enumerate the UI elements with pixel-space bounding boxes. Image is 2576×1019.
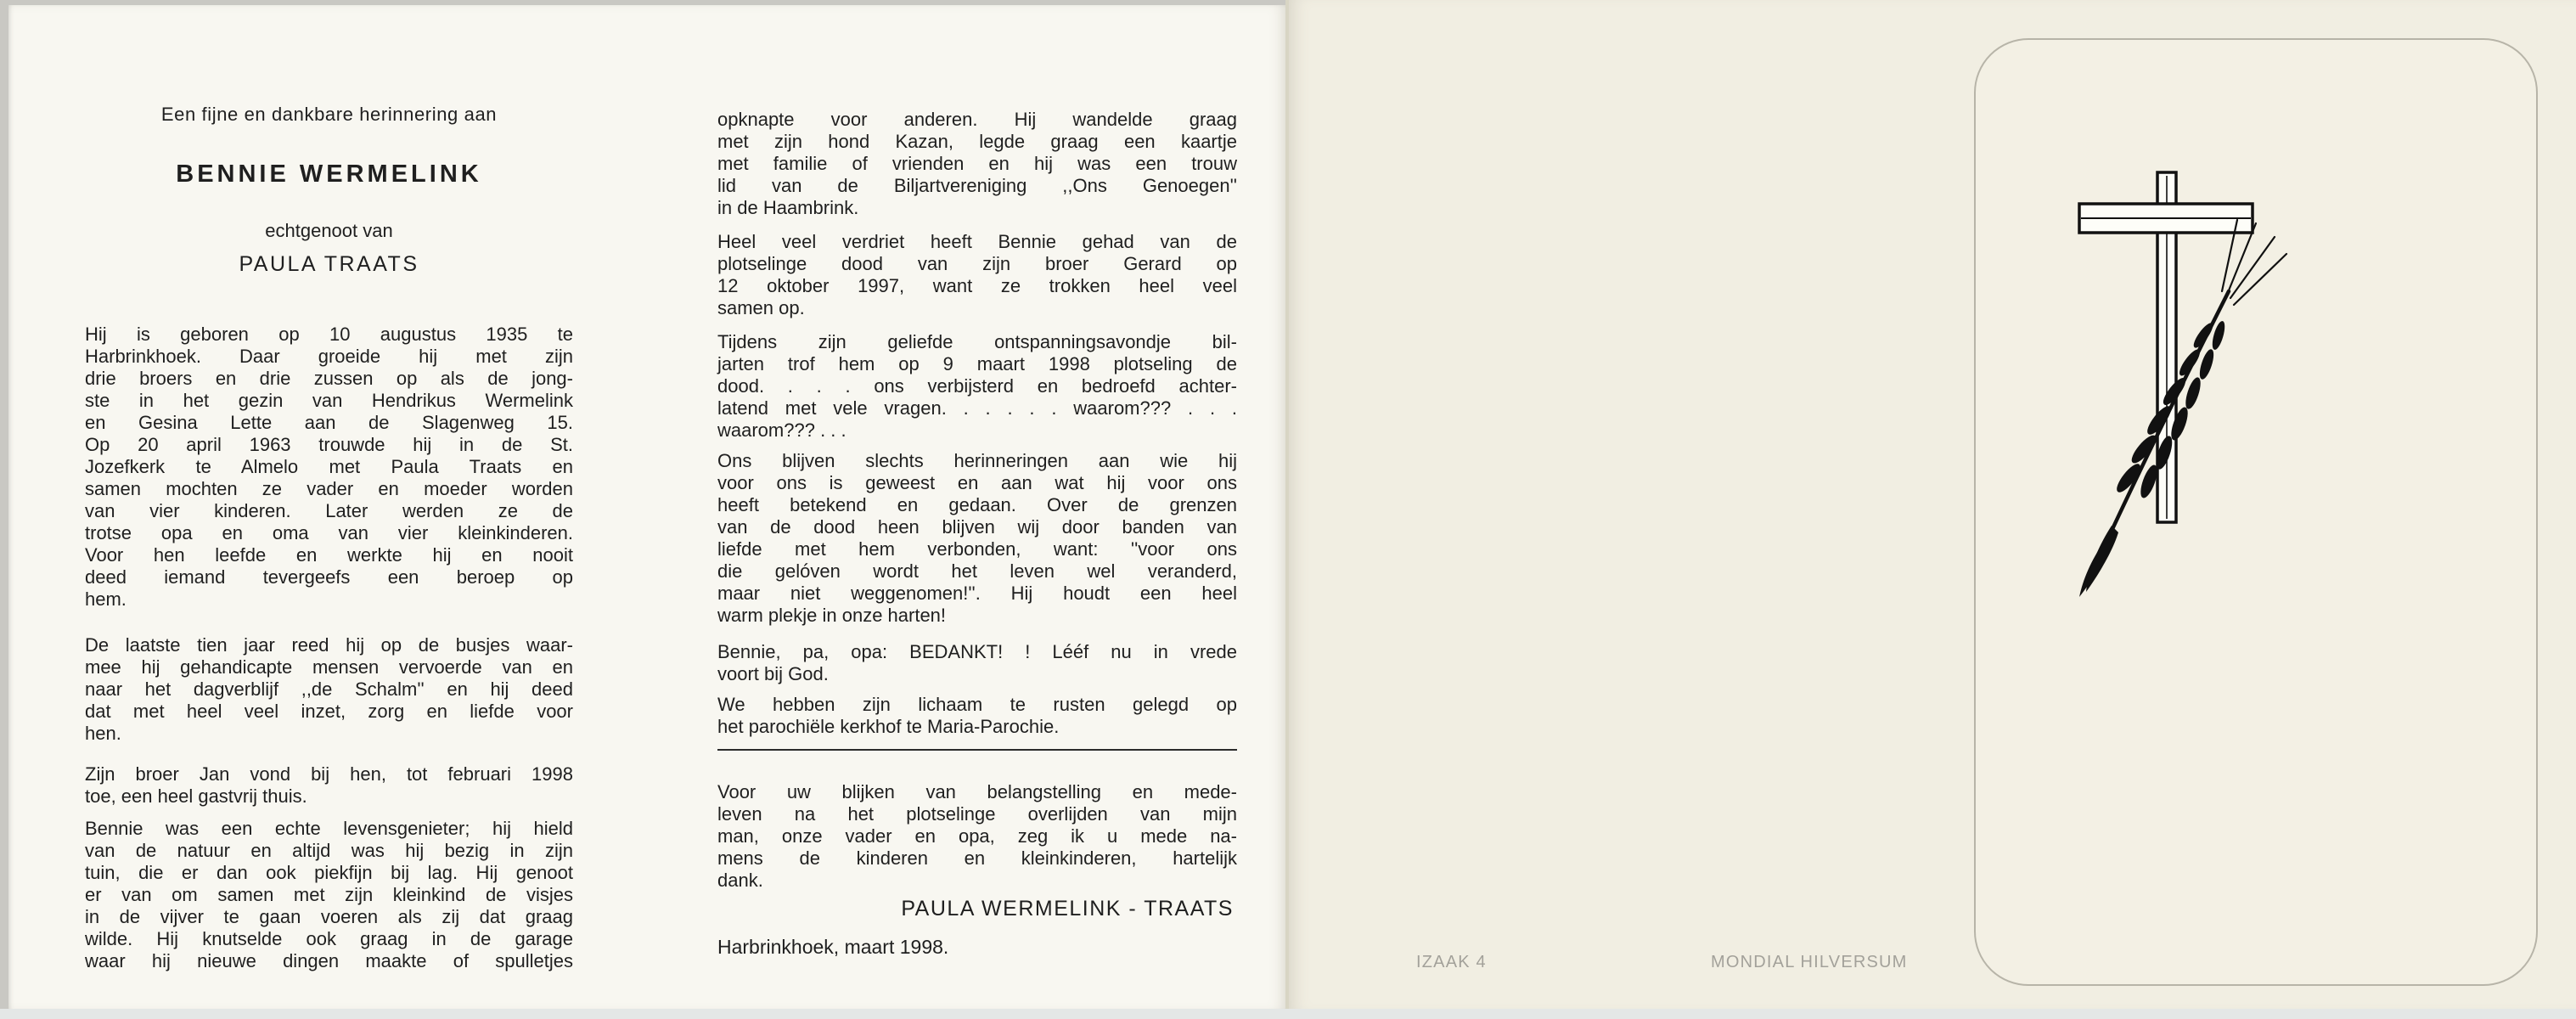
obituary-paragraph-9 bbox=[717, 641, 1237, 685]
signature-name: PAULA WERMELINK - TRAATS bbox=[901, 897, 1234, 920]
relation-line: echtgenoot van bbox=[265, 220, 393, 241]
printer-mark-mondial: MONDIAL HILVERSUM bbox=[1711, 953, 1908, 971]
text-line: hen. bbox=[85, 723, 121, 744]
text-line: lid van de Biljartvereniging ,,Ons Genoegen'' bbox=[717, 175, 1237, 196]
text-line: Tijdens zijn geliefde ontspanningsavondje bil- bbox=[717, 331, 1237, 352]
text-line: mens de kinderen en kleinkinderen, hartelijk bbox=[717, 847, 1237, 869]
text-line: dood. . . . ons verbijsterd en bedroefd achter- bbox=[717, 375, 1237, 397]
text-line: Bennie, pa, opa: BEDANKT! ! Lééf nu in vrede bbox=[717, 641, 1237, 662]
text-line: dank. bbox=[717, 870, 763, 891]
text-line: drie broers en drie zussen op als de jong- bbox=[85, 368, 573, 389]
text-line: naar het dagverblijf ,,de Schalm'' en hij deed bbox=[85, 678, 573, 700]
text-line: ste in het gezin van Hendrikus Wermelink bbox=[85, 390, 573, 411]
text-line: heeft betekend en gedaan. Over de grenzen bbox=[717, 494, 1237, 515]
text-line: voor ons is geweest en aan wat hij voor ons bbox=[717, 472, 1237, 493]
text-line: en Gesina Lette aan de Slagenweg 15. bbox=[85, 412, 573, 433]
text-line: in de Haambrink. bbox=[717, 197, 859, 218]
obituary-paragraph-5 bbox=[717, 109, 1237, 219]
text-line: Ons blijven slechts herinneringen aan wie hij bbox=[717, 450, 1237, 471]
text-line: liefde met hem verbonden, want: ''voor ons bbox=[717, 538, 1237, 560]
text-line: maar niet weggenomen!''. Hij houdt een heel bbox=[717, 583, 1237, 604]
text-line: mee hij gehandicapte mensen vervoerde van en bbox=[85, 656, 573, 678]
text-column-middle bbox=[717, 109, 1237, 958]
text-line: 12 oktober 1997, want ze trokken heel veel bbox=[717, 275, 1237, 296]
text-line: plotselinge dood van zijn broer Gerard op bbox=[717, 253, 1237, 274]
text-line: die gelóven wordt het leven wel veranderd, bbox=[717, 560, 1237, 582]
obituary-paragraph-6 bbox=[717, 231, 1237, 319]
spouse-name: PAULA TRAATS bbox=[239, 252, 419, 276]
text-line: toe, een heel gastvrij thuis. bbox=[85, 785, 307, 807]
obituary-paragraph-10 bbox=[717, 694, 1237, 738]
text-line: er van om samen met zijn kleinkind de visjes bbox=[85, 884, 573, 905]
text-line: het parochiële kerkhof te Maria-Parochie. bbox=[717, 716, 1060, 737]
text-line: met familie of vrienden en hij was een trouw bbox=[717, 153, 1237, 174]
text-line: met zijn hond Kazan, legde graag een kaartje bbox=[717, 131, 1237, 152]
text-line: Voor uw blijken van belangstelling en mede- bbox=[717, 781, 1237, 802]
text-line: Bennie was een echte levensgenieter; hij hield bbox=[85, 818, 573, 839]
scanner-edge-strip bbox=[0, 1009, 2576, 1019]
text-line: voort bij God. bbox=[717, 663, 829, 684]
text-line: jarten trof hem op 9 maart 1998 plotseling de bbox=[717, 353, 1237, 374]
text-line: deed iemand tevergeefs een beroep op bbox=[85, 566, 573, 588]
text-line: latend met vele vragen. . . . . . waarom??? . . . bbox=[717, 397, 1237, 419]
text-line: hem. bbox=[85, 588, 127, 610]
text-line: tuin, die er dan ook piekfijn bij lag. Hij genoot bbox=[85, 862, 573, 883]
text-line: Harbrinkhoek. Daar groeide hij met zijn bbox=[85, 346, 573, 367]
text-line: van de natuur en altijd was hij bezig in zijn bbox=[85, 840, 573, 861]
text-line: warm plekje in onze harten! bbox=[717, 605, 947, 626]
text-line: Heel veel verdriet heeft Bennie gehad van de bbox=[717, 231, 1237, 252]
text-line: Op 20 april 1963 trouwde hij in de St. bbox=[85, 434, 573, 455]
obituary-paragraph-8 bbox=[717, 450, 1237, 627]
obituary-paragraph-7 bbox=[717, 331, 1237, 442]
obituary-paragraph-2 bbox=[85, 634, 573, 745]
text-line: van vier kinderen. Later werden ze de bbox=[85, 500, 573, 521]
page-fold-line bbox=[1285, 0, 1289, 1011]
text-line: De laatste tien jaar reed hij op de busjes waar- bbox=[85, 634, 573, 656]
thanks-paragraph bbox=[717, 781, 1237, 892]
text-column-left bbox=[85, 104, 573, 972]
text-line: wilde. Hij knutselde ook graag in de garage bbox=[85, 928, 573, 949]
text-line: waarom??? . . . bbox=[717, 419, 846, 441]
text-line: Zijn broer Jan vond bij hen, tot februari 1998 bbox=[85, 763, 573, 785]
text-line: trotse opa en oma van vier kleinkinderen. bbox=[85, 522, 573, 543]
obituary-paragraph-4 bbox=[85, 818, 573, 972]
text-line: leven na het plotselinge overlijden van mijn bbox=[717, 803, 1237, 825]
cross-and-wheat-icon bbox=[1976, 40, 2536, 984]
obituary-paragraph-1 bbox=[85, 324, 573, 611]
text-line: opknapte voor anderen. Hij wandelde graag bbox=[717, 109, 1237, 130]
text-line: Hij is geboren op 10 augustus 1935 te bbox=[85, 324, 573, 345]
deceased-name: BENNIE WERMELINK bbox=[176, 160, 482, 188]
divider-line bbox=[717, 749, 1237, 751]
text-line: Voor hen leefde en werkte hij en nooit bbox=[85, 544, 573, 566]
place-dateline: Harbrinkhoek, maart 1998. bbox=[717, 936, 949, 958]
text-line: We hebben zijn lichaam te rusten gelegd op bbox=[717, 694, 1237, 715]
text-line: samen mochten ze vader en moeder worden bbox=[85, 478, 573, 499]
printer-mark-izaak: IZAAK 4 bbox=[1416, 953, 1487, 971]
text-line: waar hij nieuwe dingen maakte of spulletjes bbox=[85, 950, 573, 971]
text-line: van de dood heen blijven wij door banden van bbox=[717, 516, 1237, 538]
intro-line: Een fijne en dankbare herinnering aan bbox=[160, 104, 498, 125]
text-line: Jozefkerk te Almelo met Paula Traats en bbox=[85, 456, 573, 477]
text-line: dat met heel veel inzet, zorg en liefde voor bbox=[85, 701, 573, 722]
text-line: samen op. bbox=[717, 297, 805, 318]
obituary-paragraph-3 bbox=[85, 763, 573, 808]
front-cover-card bbox=[1974, 38, 2538, 986]
text-line: man, onze vader en opa, zeg ik u mede na- bbox=[717, 825, 1237, 847]
text-line: in de vijver te gaan voeren als zij dat graag bbox=[85, 906, 573, 927]
